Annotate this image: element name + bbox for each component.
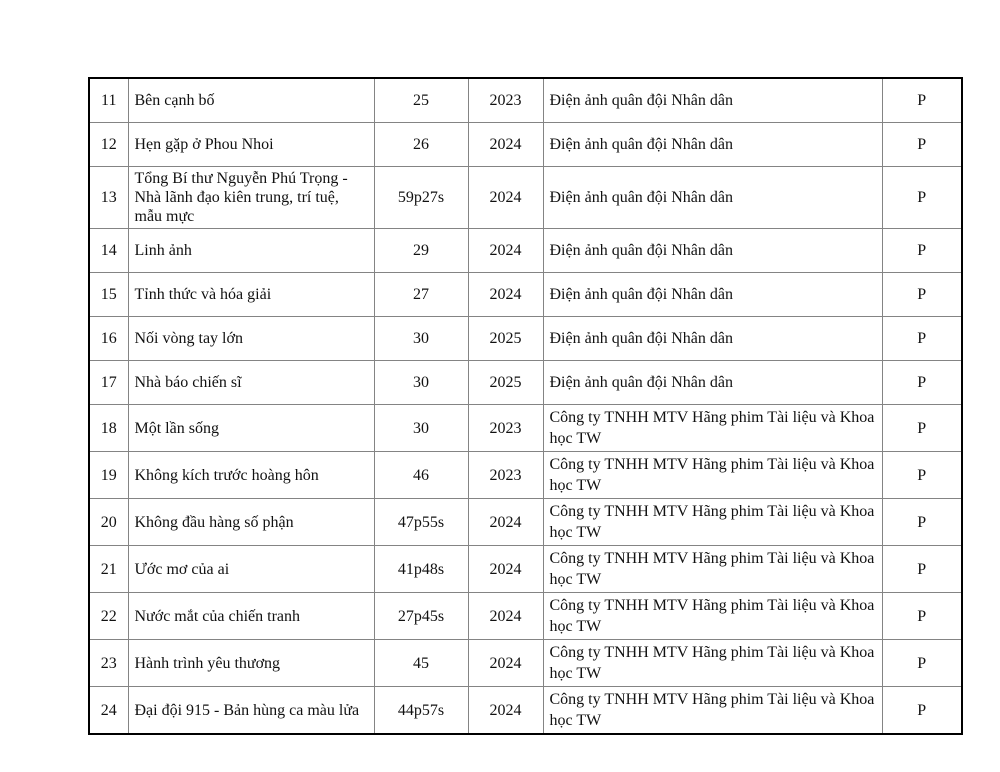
table-row xyxy=(89,78,962,123)
cell-producer: Công ty TNHH MTV Hãng phim Tài liệu và Khoa học TW xyxy=(543,405,882,452)
cell-year: 2023 xyxy=(468,78,543,123)
cell-no: 14 xyxy=(89,229,128,273)
cell-no: 12 xyxy=(89,123,128,167)
cell-status: P xyxy=(882,405,962,452)
cell-duration: 46 xyxy=(374,452,468,499)
cell-no: 24 xyxy=(89,687,128,735)
cell-producer: Điện ảnh quân đội Nhân dân xyxy=(543,167,882,229)
cell-status: P xyxy=(882,499,962,546)
cell-year: 2024 xyxy=(468,546,543,593)
cell-status: P xyxy=(882,317,962,361)
cell-producer: Công ty TNHH MTV Hãng phim Tài liệu và Khoa học TW xyxy=(543,452,882,499)
cell-title: Không đầu hàng số phận xyxy=(128,499,374,546)
cell-status: P xyxy=(882,640,962,687)
cell-producer: Điện ảnh quân đội Nhân dân xyxy=(543,123,882,167)
cell-producer: Công ty TNHH MTV Hãng phim Tài liệu và Khoa học TW xyxy=(543,499,882,546)
cell-no: 23 xyxy=(89,640,128,687)
cell-year: 2023 xyxy=(468,452,543,499)
cell-year: 2024 xyxy=(468,687,543,735)
cell-no: 22 xyxy=(89,593,128,640)
cell-year: 2023 xyxy=(468,405,543,452)
cell-no: 16 xyxy=(89,317,128,361)
cell-title: Hành trình yêu thương xyxy=(128,640,374,687)
table-row xyxy=(89,452,962,499)
cell-year: 2024 xyxy=(468,167,543,229)
cell-title: Tỉnh thức và hóa giải xyxy=(128,273,374,317)
table-row xyxy=(89,123,962,167)
cell-producer: Công ty TNHH MTV Hãng phim Tài liệu và Khoa học TW xyxy=(543,546,882,593)
cell-duration: 30 xyxy=(374,405,468,452)
cell-year: 2025 xyxy=(468,317,543,361)
cell-duration: 26 xyxy=(374,123,468,167)
cell-title: Một lần sống xyxy=(128,405,374,452)
cell-year: 2024 xyxy=(468,640,543,687)
cell-title: Nối vòng tay lớn xyxy=(128,317,374,361)
cell-status: P xyxy=(882,229,962,273)
cell-title: Ước mơ của ai xyxy=(128,546,374,593)
table-row xyxy=(89,405,962,452)
cell-no: 20 xyxy=(89,499,128,546)
cell-title: Tổng Bí thư Nguyễn Phú Trọng - Nhà lãnh đạo kiên trung, trí tuệ, mẫu mực xyxy=(128,167,374,229)
cell-producer: Công ty TNHH MTV Hãng phim Tài liệu và Khoa học TW xyxy=(543,593,882,640)
cell-status: P xyxy=(882,167,962,229)
cell-duration: 30 xyxy=(374,317,468,361)
films-table-body xyxy=(89,78,962,734)
cell-producer: Điện ảnh quân đội Nhân dân xyxy=(543,317,882,361)
cell-no: 17 xyxy=(89,361,128,405)
cell-duration: 41p48s xyxy=(374,546,468,593)
cell-year: 2024 xyxy=(468,593,543,640)
cell-year: 2024 xyxy=(468,273,543,317)
cell-duration: 25 xyxy=(374,78,468,123)
cell-duration: 45 xyxy=(374,640,468,687)
cell-duration: 29 xyxy=(374,229,468,273)
cell-duration: 27 xyxy=(374,273,468,317)
cell-duration: 44p57s xyxy=(374,687,468,735)
cell-status: P xyxy=(882,452,962,499)
cell-status: P xyxy=(882,546,962,593)
table-row xyxy=(89,317,962,361)
table-row xyxy=(89,167,962,229)
cell-no: 11 xyxy=(89,78,128,123)
cell-title: Bên cạnh bố xyxy=(128,78,374,123)
cell-producer: Công ty TNHH MTV Hãng phim Tài liệu và Khoa học TW xyxy=(543,640,882,687)
cell-no: 19 xyxy=(89,452,128,499)
cell-duration: 47p55s xyxy=(374,499,468,546)
cell-duration: 59p27s xyxy=(374,167,468,229)
cell-status: P xyxy=(882,78,962,123)
table-row xyxy=(89,593,962,640)
cell-producer: Điện ảnh quân đội Nhân dân xyxy=(543,273,882,317)
cell-producer: Điện ảnh quân đội Nhân dân xyxy=(543,78,882,123)
cell-status: P xyxy=(882,687,962,735)
table-row xyxy=(89,499,962,546)
cell-year: 2024 xyxy=(468,123,543,167)
cell-status: P xyxy=(882,361,962,405)
cell-producer: Điện ảnh quân đội Nhân dân xyxy=(543,361,882,405)
cell-year: 2025 xyxy=(468,361,543,405)
cell-no: 21 xyxy=(89,546,128,593)
cell-title: Linh ảnh xyxy=(128,229,374,273)
table-row xyxy=(89,361,962,405)
cell-title: Đại đội 915 - Bản hùng ca màu lửa xyxy=(128,687,374,735)
cell-no: 18 xyxy=(89,405,128,452)
cell-title: Không kích trước hoàng hôn xyxy=(128,452,374,499)
cell-producer: Điện ảnh quân đội Nhân dân xyxy=(543,229,882,273)
cell-title: Hẹn gặp ở Phou Nhoi xyxy=(128,123,374,167)
table-row xyxy=(89,273,962,317)
table-row xyxy=(89,687,962,735)
cell-year: 2024 xyxy=(468,499,543,546)
table-row xyxy=(89,229,962,273)
cell-status: P xyxy=(882,593,962,640)
cell-duration: 27p45s xyxy=(374,593,468,640)
table-row xyxy=(89,546,962,593)
cell-year: 2024 xyxy=(468,229,543,273)
table-row xyxy=(89,640,962,687)
cell-no: 13 xyxy=(89,167,128,229)
cell-title: Nhà báo chiến sĩ xyxy=(128,361,374,405)
cell-title: Nước mắt của chiến tranh xyxy=(128,593,374,640)
films-table xyxy=(88,77,963,735)
cell-status: P xyxy=(882,123,962,167)
cell-status: P xyxy=(882,273,962,317)
cell-producer: Công ty TNHH MTV Hãng phim Tài liệu và Khoa học TW xyxy=(543,687,882,735)
cell-duration: 30 xyxy=(374,361,468,405)
cell-no: 15 xyxy=(89,273,128,317)
